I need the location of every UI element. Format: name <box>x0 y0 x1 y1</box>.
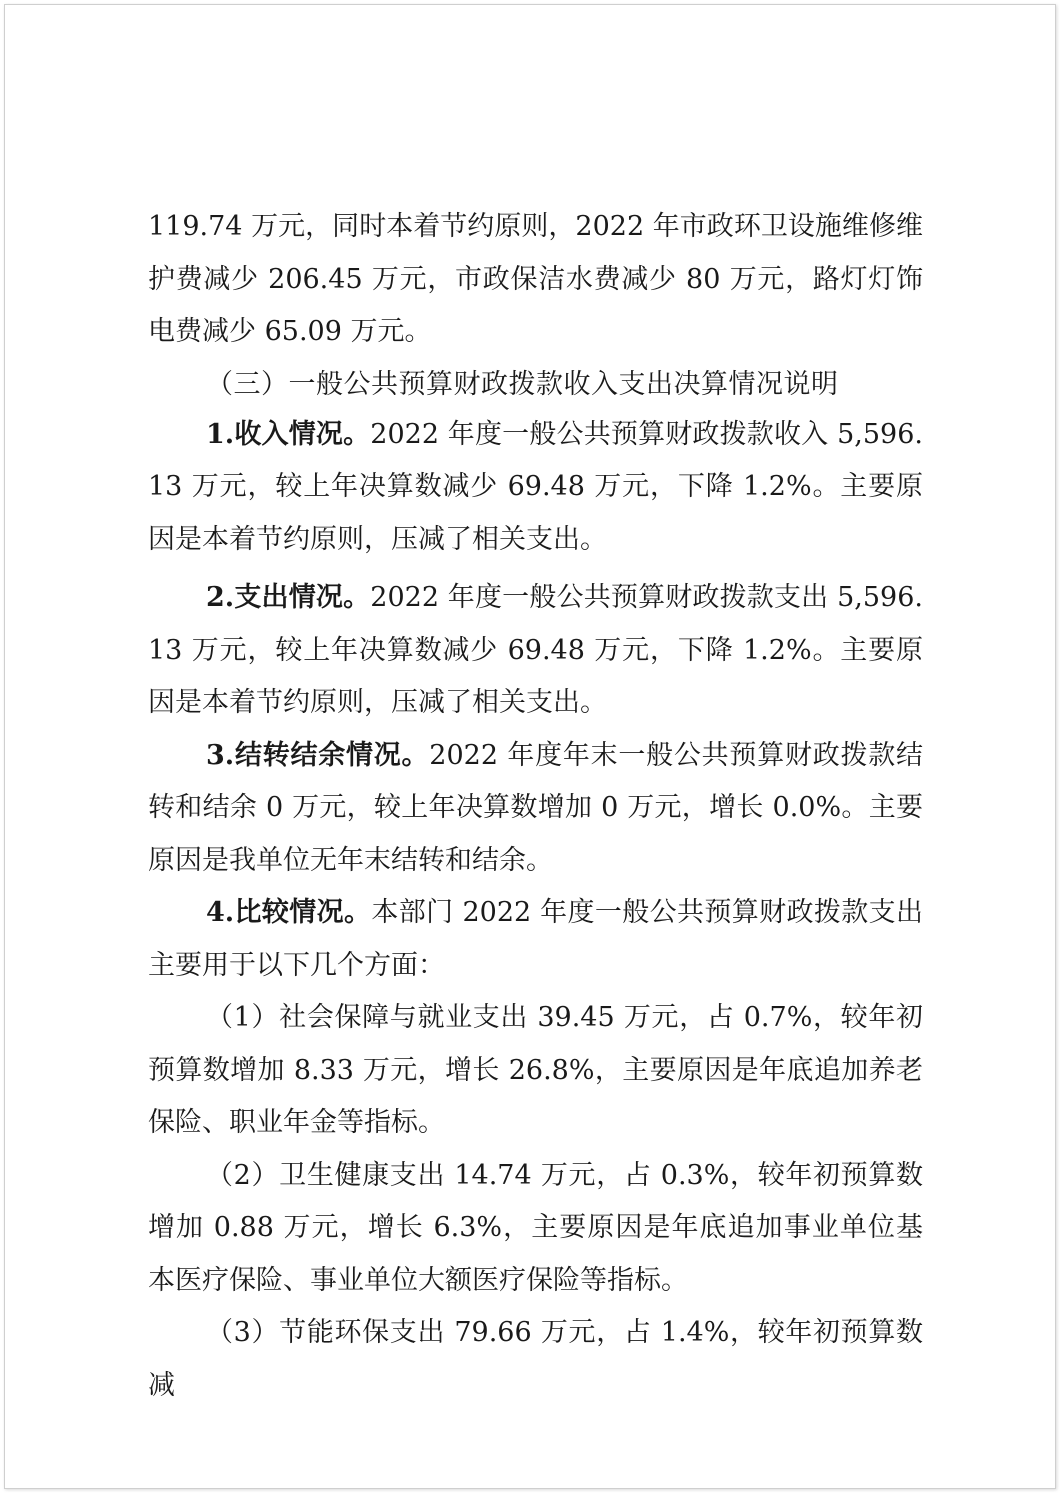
paragraph-continuation: 119.74 万元，同时本着节约原则，2022 年市政环卫设施维修维护费减少 206.45 万元，市政保洁水费减少 80 万元，路灯灯饰电费减少 65.09 万元。 <box>148 211 923 347</box>
comparison-text: 本部门 2022 年度一般公共预算财政拨款支出主要用于以下几个方面： <box>148 897 923 981</box>
document-page <box>4 4 1056 1489</box>
carryover-label: 3.结转结余情况。 <box>206 739 430 771</box>
list-item-health: （2）卫生健康支出 14.74 万元，占 0.3%，较年初预算数增加 0.88 万元，增长 6.3%，主要原因是年底追加事业单位基本医疗保险、事业单位大额医疗保险等指标。 <box>148 1159 923 1296</box>
carryover-text: 2022 年度年末一般公共预算财政拨款结转和结余 0 万元，较上年决算数增加 0 万元，增长 0.0%。主要原因是我单位无年末结转和结余。 <box>148 739 923 876</box>
section-heading: （三）一般公共预算财政拨款收入支出决算情况说明 <box>206 368 839 400</box>
document-body <box>148 201 923 1412</box>
income-label: 1.收入情况。 <box>206 418 371 450</box>
paragraph-income <box>148 409 923 567</box>
comparison-label: 4.比较情况。 <box>206 897 372 928</box>
list-item-environment: （3）节能环保支出 79.66 万元，占 1.4%，较年初预算数减 <box>148 1317 923 1401</box>
list-item-social-security: （1）社会保障与就业支出 39.45 万元，占 0.7%，较年初预算数增加 8.33 万元，增长 26.8%，主要原因是年底追加养老保险、职业年金等指标。 <box>148 1002 923 1138</box>
expense-text: 2022 年度一般公共预算财政拨款支出 5,596.13 万元，较上年决算数减少 69.48 万元，下降 1.2%。主要原因是本着节约原则，压减了相关支出。 <box>148 582 923 718</box>
paragraph-carryover <box>148 730 923 888</box>
paragraph-expense <box>148 572 923 730</box>
expense-label: 2.支出情况。 <box>206 582 371 613</box>
paragraph-comparison <box>148 887 923 992</box>
income-text: 2022 年度一般公共预算财政拨款收入 5,596.13 万元，较上年决算数减少 69.48 万元，下降 1.2%。主要原因是本着节约原则，压减了相关支出。 <box>148 418 923 555</box>
